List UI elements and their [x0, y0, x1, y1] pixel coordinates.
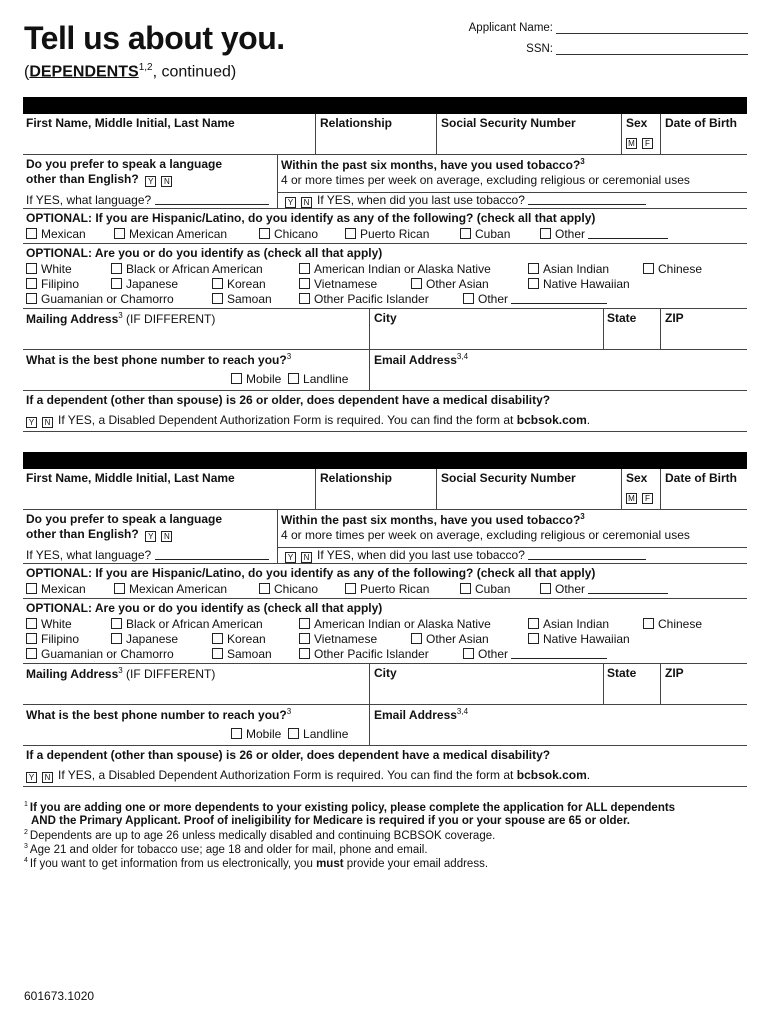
race-option[interactable]: Native Hawaiian	[528, 632, 630, 646]
sex-label: Sex	[626, 116, 648, 130]
hispanic-other-option[interactable]: Other	[540, 227, 668, 241]
applicant-name-field[interactable]: Applicant Name:	[469, 22, 748, 34]
hispanic-option[interactable]: Mexican	[26, 582, 86, 596]
race-option[interactable]: Native Hawaiian	[528, 277, 630, 291]
race-option[interactable]: Guamanian or Chamorro	[26, 647, 174, 661]
race-option[interactable]: Asian Indian	[528, 262, 609, 276]
dependent-block-1	[23, 97, 747, 432]
sex-m-checkbox[interactable]: M	[626, 493, 637, 504]
tobacco-no-checkbox[interactable]: N	[301, 552, 312, 563]
race-option[interactable]: American Indian or Alaska Native	[299, 262, 491, 276]
race-question: OPTIONAL: Are you or do you identify as (check all that apply)	[26, 601, 383, 615]
page-subtitle: (DEPENDENTS$^{1,2}$, continued)	[24, 62, 237, 81]
race-option[interactable]: Japanese	[111, 632, 178, 646]
landline-checkbox[interactable]	[288, 373, 299, 384]
hispanic-row	[23, 564, 747, 599]
disability-no-checkbox[interactable]: N	[42, 772, 53, 783]
language-which-field[interactable]: If YES, what language?	[26, 548, 269, 562]
email-field[interactable]: Email Address$^{3,4}$	[374, 352, 469, 367]
mailing-address-field[interactable]: Mailing Address$^3$ (IF DIFFERENT)	[26, 666, 216, 681]
phone-question[interactable]: What is the best phone number to reach you?$^3$	[26, 352, 292, 367]
mobile-checkbox[interactable]	[231, 728, 242, 739]
race-option[interactable]: Black or African American	[111, 617, 263, 631]
contact-row: What is the best phone number to reach you?$^3$ Mobile Landline Email Address$^{3,4}$	[23, 350, 747, 391]
name-label: First Name, Middle Initial, Last Name	[26, 471, 235, 485]
hispanic-question: OPTIONAL: If you are Hispanic/Latino, do you identify as any of the following? (check all that apply)	[26, 566, 596, 580]
contact-row: What is the best phone number to reach you?$^3$ Mobile Landline Email Address$^{3,4}$	[23, 705, 747, 746]
hispanic-option[interactable]: Mexican American	[114, 227, 227, 241]
race-option[interactable]: Guamanian or Chamorro	[26, 292, 174, 306]
dependent-identity-row	[23, 114, 747, 155]
race-option[interactable]: American Indian or Alaska Native	[299, 617, 491, 631]
race-option[interactable]: Filipino	[26, 277, 79, 291]
race-option[interactable]: Vietnamese	[299, 632, 377, 646]
race-option[interactable]: Filipino	[26, 632, 79, 646]
tobacco-detail: 4 or more times per week on average, excluding religious or ceremonial uses	[281, 173, 690, 187]
dob-label: Date of Birth	[665, 471, 737, 485]
language-tobacco-row: Do you prefer to speak a language other than English? Y N If YES, what language? Within the past six months, have you used tobacco?$^3$ 4 or more times per week on average, excluding religious or ceremonial uses Y N If YES, when did you last use tobacco?	[23, 510, 747, 564]
sex-f-checkbox[interactable]: F	[642, 138, 653, 149]
race-option[interactable]: Other Pacific Islander	[299, 292, 429, 306]
state-field[interactable]: State	[607, 666, 637, 680]
disability-row: If a dependent (other than spouse) is 26 or older, does dependent have a medical disability? Y N If YES, a Disabled Dependent Authorization Form is required. You can find the form at bcbsok.com.	[23, 746, 747, 787]
hispanic-option[interactable]: Mexican American	[114, 582, 227, 596]
tobacco-detail: 4 or more times per week on average, excluding religious or ceremonial uses	[281, 528, 690, 542]
phone-question[interactable]: What is the best phone number to reach you?$^3$	[26, 707, 292, 722]
city-field[interactable]: City	[374, 666, 397, 680]
language-no-checkbox[interactable]: N	[161, 176, 172, 187]
relationship-label: Relationship	[320, 116, 393, 130]
city-field[interactable]: City	[374, 311, 397, 325]
tobacco-yes-checkbox[interactable]: Y	[285, 197, 296, 208]
dependent-header-bar	[23, 97, 747, 114]
landline-checkbox[interactable]	[288, 728, 299, 739]
bcbsok-link[interactable]: bcbsok.com	[516, 768, 587, 782]
tobacco-question: Within the past six months, have you used tobacco?$^3$	[281, 512, 585, 527]
dependent-header-bar	[23, 452, 747, 469]
email-field[interactable]: Email Address$^{3,4}$	[374, 707, 469, 722]
sex-label: Sex	[626, 471, 648, 485]
race-option[interactable]: Other Asian	[411, 632, 489, 646]
language-yes-checkbox[interactable]: Y	[145, 176, 156, 187]
race-row	[23, 244, 747, 309]
race-option[interactable]: Other Pacific Islander	[299, 647, 429, 661]
hispanic-row	[23, 209, 747, 244]
race-option[interactable]: Samoan	[212, 292, 272, 306]
relationship-label: Relationship	[320, 471, 393, 485]
zip-field[interactable]: ZIP	[665, 311, 684, 325]
bcbsok-link[interactable]: bcbsok.com	[516, 413, 587, 427]
language-which-field[interactable]: If YES, what language?	[26, 193, 269, 207]
state-field[interactable]: State	[607, 311, 637, 325]
address-row	[23, 664, 747, 705]
hispanic-option[interactable]: Cuban	[460, 227, 510, 241]
race-question: OPTIONAL: Are you or do you identify as (check all that apply)	[26, 246, 383, 260]
language-tobacco-row: Do you prefer to speak a language other than English? Y N If YES, what language? Within the past six months, have you used tobacco?$^3$ 4 or more times per week on average, excluding religious or ceremonial uses Y N If YES, when did you last use tobacco?	[23, 155, 747, 209]
language-question: Do you prefer to speak a language	[26, 512, 223, 526]
disability-yes-checkbox[interactable]: Y	[26, 772, 37, 783]
hispanic-other-option[interactable]: Other	[540, 582, 668, 596]
race-option[interactable]: Other Asian	[411, 277, 489, 291]
ssn-label: Social Security Number	[441, 471, 576, 485]
form-number: 601673.1020	[24, 989, 95, 1003]
disability-row: If a dependent (other than spouse) is 26 or older, does dependent have a medical disability? Y N If YES, a Disabled Dependent Authorization Form is required. You can find the form at bcbsok.com.	[23, 391, 747, 432]
race-option[interactable]: Vietnamese	[299, 277, 377, 291]
hispanic-option[interactable]: Cuban	[460, 582, 510, 596]
applicant-ssn-field[interactable]: SSN:	[526, 43, 748, 55]
race-row	[23, 599, 747, 664]
page-title: Tell us about you.	[24, 20, 285, 56]
tobacco-when-field[interactable]	[528, 550, 646, 560]
language-yes-checkbox[interactable]: Y	[145, 531, 156, 542]
sex-m-checkbox[interactable]: M	[626, 138, 637, 149]
race-option[interactable]: Black or African American	[111, 262, 263, 276]
race-option[interactable]: Chinese	[643, 617, 702, 631]
race-option[interactable]: Chinese	[643, 262, 702, 276]
dob-label: Date of Birth	[665, 116, 737, 130]
hispanic-option[interactable]: Chicano	[259, 227, 318, 241]
hispanic-option[interactable]: Mexican	[26, 227, 86, 241]
language-no-checkbox[interactable]: N	[161, 531, 172, 542]
name-label: First Name, Middle Initial, Last Name	[26, 116, 235, 130]
footnote-1: $^1$ If you are adding one or more dependents to your existing policy, please complete the application for ALL dependents	[24, 801, 676, 814]
race-option[interactable]: Korean	[212, 277, 266, 291]
dependents-label: DEPENDENTS	[29, 63, 139, 81]
disability-yes-checkbox[interactable]: Y	[26, 417, 37, 428]
hispanic-option[interactable]: Chicano	[259, 582, 318, 596]
race-option[interactable]: White	[26, 617, 72, 631]
footnote-2: $^2$ Dependents are up to age 26 unless medically disabled and continuing BCBSOK coverage.	[24, 829, 496, 842]
footnote-4: $^4$ If you want to get information from us electronically, you must provide your email address.	[24, 857, 489, 870]
mobile-checkbox[interactable]	[231, 373, 242, 384]
race-option[interactable]: Korean	[212, 632, 266, 646]
race-other-option[interactable]: Other	[463, 647, 607, 661]
dependent-identity-row	[23, 469, 747, 510]
sex-f-checkbox[interactable]: F	[642, 493, 653, 504]
disability-question: If a dependent (other than spouse) is 26 or older, does dependent have a medical disability?	[26, 393, 551, 407]
race-option[interactable]: Asian Indian	[528, 617, 609, 631]
tobacco-question: Within the past six months, have you used tobacco?$^3$	[281, 157, 585, 172]
disability-question: If a dependent (other than spouse) is 26 or older, does dependent have a medical disability?	[26, 748, 551, 762]
race-option[interactable]: Samoan	[212, 647, 272, 661]
language-question: Do you prefer to speak a language	[26, 157, 223, 171]
footnote-3: $^3$ Age 21 and older for tobacco use; age 18 and older for mail, phone and email.	[24, 843, 428, 856]
hispanic-option[interactable]: Puerto Rican	[345, 582, 429, 596]
zip-field[interactable]: ZIP	[665, 666, 684, 680]
tobacco-no-checkbox[interactable]: N	[301, 197, 312, 208]
footnote-1-cont: AND the Primary Applicant. Proof of ineligibility for Medicare is required if you or your spouse are 65 or older.	[31, 815, 630, 827]
hispanic-question: OPTIONAL: If you are Hispanic/Latino, do you identify as any of the following? (check all that apply)	[26, 211, 596, 225]
hispanic-option[interactable]: Puerto Rican	[345, 227, 429, 241]
mailing-address-field[interactable]: Mailing Address$^3$ (IF DIFFERENT)	[26, 311, 216, 326]
dependent-block-2	[23, 452, 747, 787]
tobacco-when-field[interactable]	[528, 195, 646, 205]
tobacco-yes-checkbox[interactable]: Y	[285, 552, 296, 563]
race-option[interactable]: Japanese	[111, 277, 178, 291]
disability-no-checkbox[interactable]: N	[42, 417, 53, 428]
race-other-option[interactable]: Other	[463, 292, 607, 306]
ssn-label: Social Security Number	[441, 116, 576, 130]
address-row	[23, 309, 747, 350]
race-option[interactable]: White	[26, 262, 72, 276]
